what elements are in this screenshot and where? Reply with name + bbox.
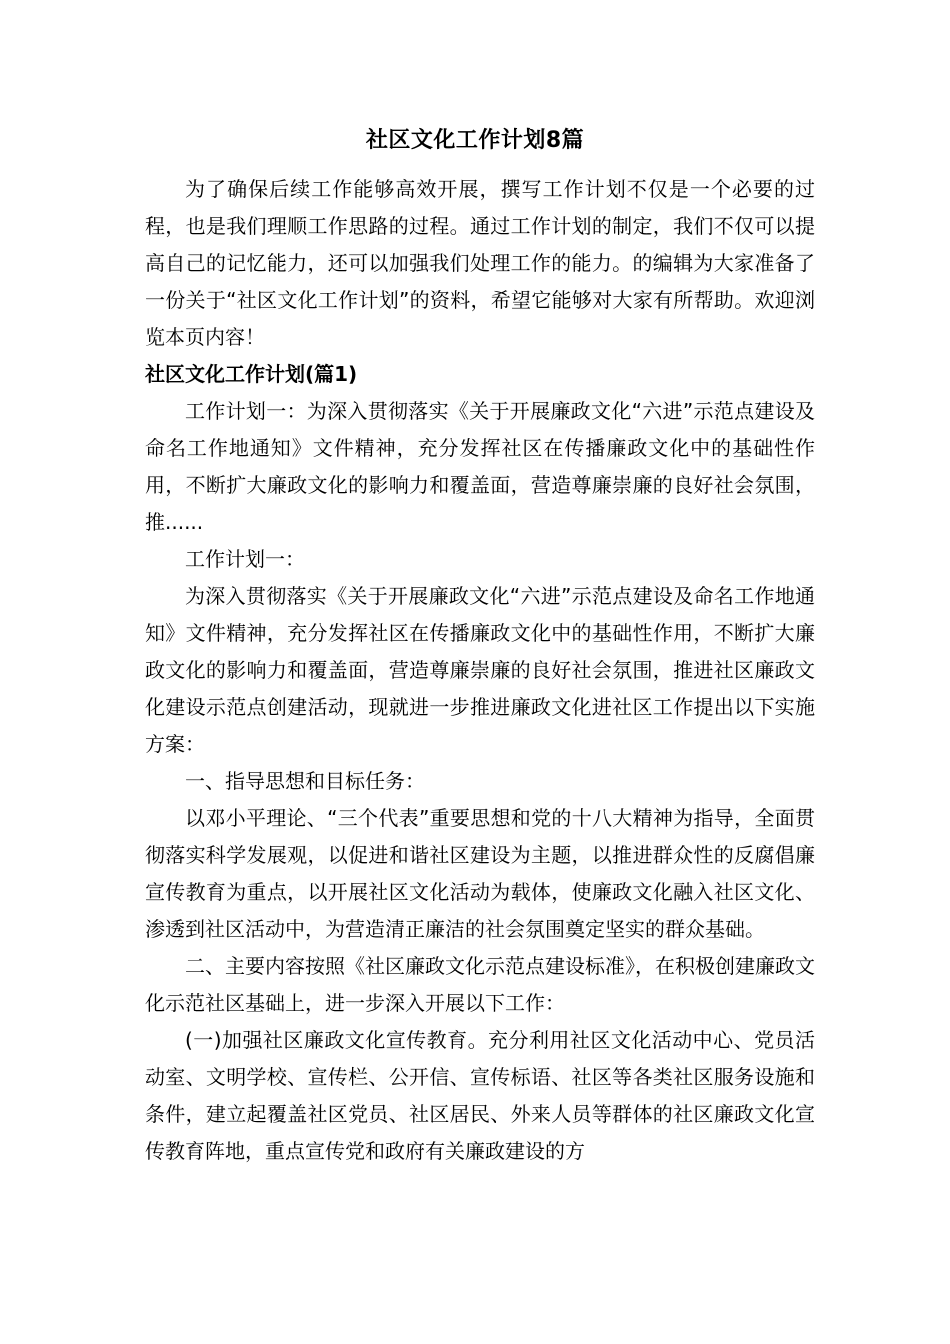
body-paragraph: 为深入贯彻落实《关于开展廉政文化“六进”示范点建设及命名工作地通知》文件精神，充分发挥社区在传播廉政文化中的基础性作用，不断扩大廉政文化的影响力和覆盖面，营造尊廉崇廉的良好社会氛围，推进社区廉政文化建设示范点创建活动，现就进一步推进廉政文化进社区工作提出以下实施方案： — [145, 584, 815, 756]
body-paragraph: 工作计划一： — [185, 547, 305, 571]
body-paragraph: 以邓小平理论、“三个代表”重要思想和党的十八大精神为指导，全面贯彻落实科学发展观，以促进和谐社区建设为主题，以推进群众性的反腐倡廉宣传教育为重点，以开展社区文化活动为载体，使廉政文化融入社区文化、渗透到社区活动中，为营造清正廉洁的社会氛围奠定坚实的群众基础。 — [145, 806, 815, 941]
document-title: 社区文化工作计划8篇 — [365, 127, 585, 153]
body-paragraph: 二、主要内容按照《社区廉政文化示范点建设标准》，在积极创建廉政文化示范社区基础上，进一步深入开展以下工作： — [145, 954, 815, 1015]
section-heading: 社区文化工作计划(篇1) — [145, 362, 358, 386]
body-paragraph: 一、指导思想和目标任务： — [185, 769, 425, 793]
body-paragraph: 工作计划一：为深入贯彻落实《关于开展廉政文化“六进”示范点建设及命名工作地通知》文件精神，充分发挥社区在传播廉政文化中的基础性作用，不断扩大廉政文化的影响力和覆盖面，营造尊廉崇廉的良好社会氛围，推...... — [145, 399, 815, 534]
document-body — [145, 171, 815, 1170]
body-paragraph: (一)加强社区廉政文化宣传教育。充分利用社区文化活动中心、党员活动室、文明学校、宣传栏、公开信、宣传标语、社区等各类社区服务设施和条件，建立起覆盖社区党员、社区居民、外来人员等群体的社区廉政文化宣传教育阵地，重点宣传党和政府有关廉政建设的方 — [145, 1028, 815, 1163]
intro-paragraph: 为了确保后续工作能够高效开展，撰写工作计划不仅是一个必要的过程，也是我们理顺工作思路的过程。通过工作计划的制定，我们不仅可以提高自己的记忆能力，还可以加强我们处理工作的能力。的编辑为大家准备了一份关于“社区文化工作计划”的资料，希望它能够对大家有所帮助。欢迎浏览本页内容！ — [145, 177, 815, 349]
